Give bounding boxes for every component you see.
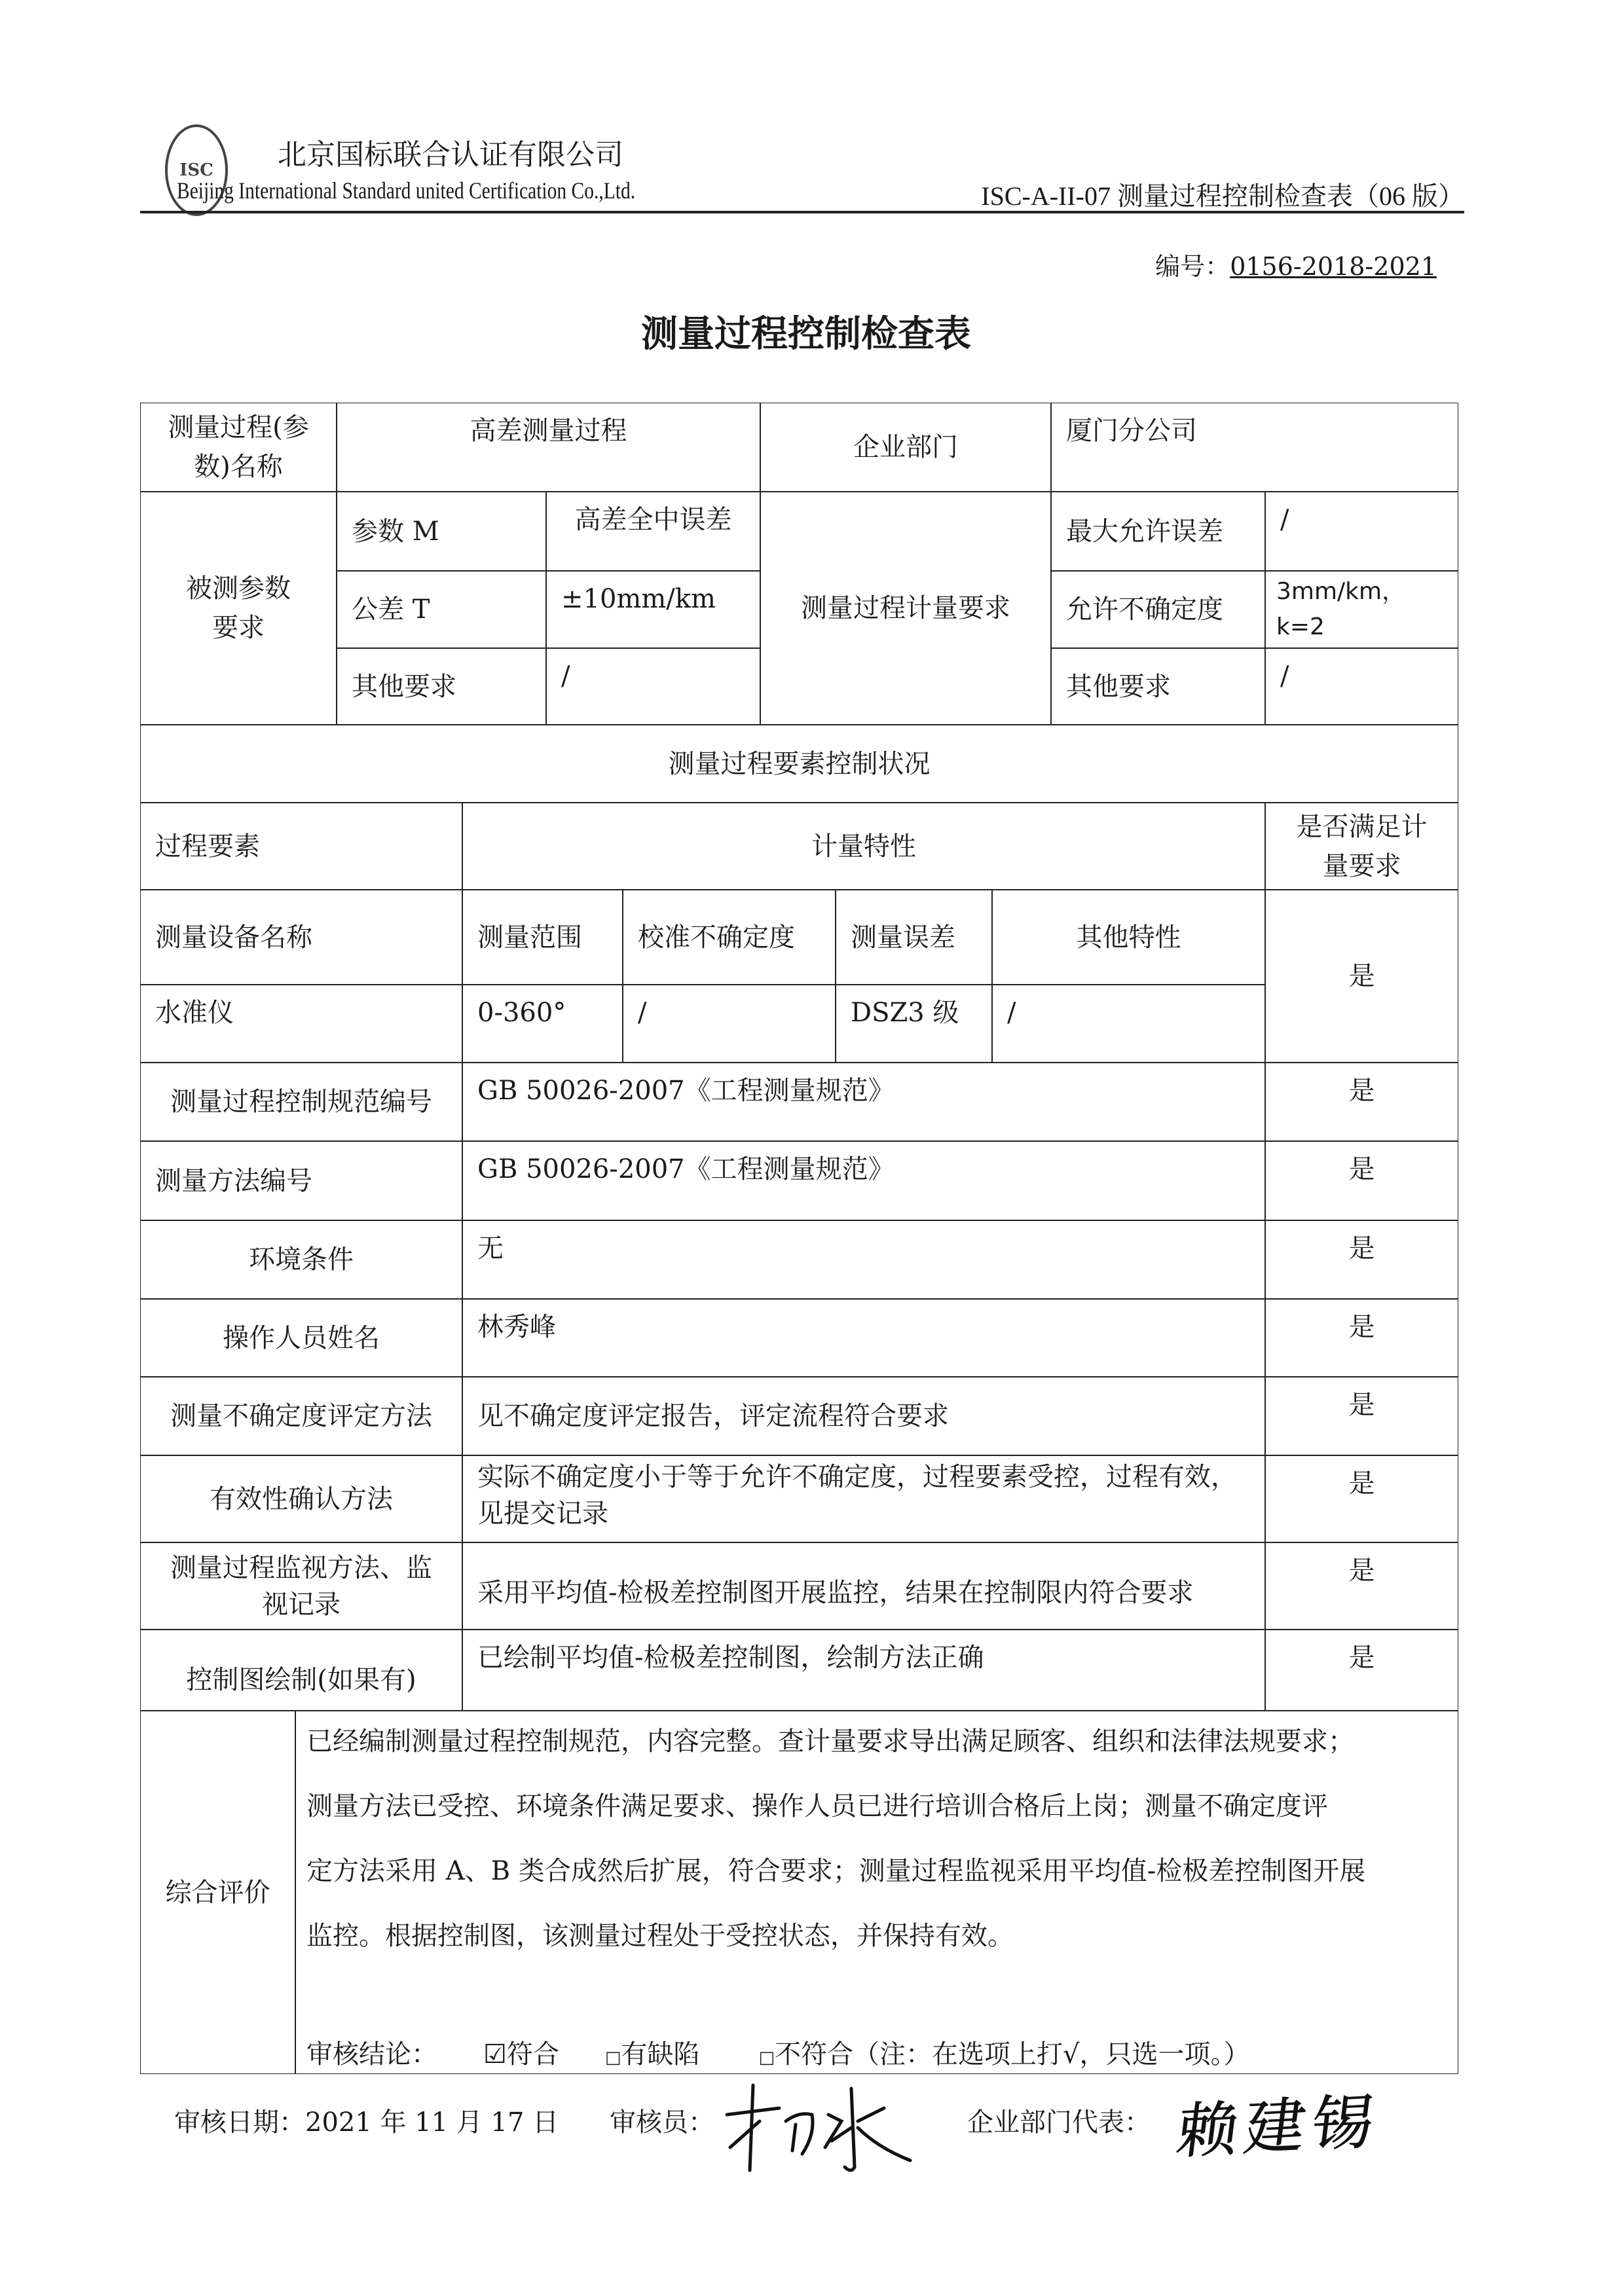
checkbox-icon[interactable]: □	[758, 2048, 775, 2068]
evaluation-line: 测量方法已受控、环境条件满足要求、操作人员已进行培训合格后上岗；测量不确定度评	[306, 1791, 1328, 1821]
metrology-req-label: 测量过程计量要求	[760, 492, 1051, 725]
element-ok: 是	[1265, 1299, 1458, 1377]
element-label: 有效性确认方法	[140, 1455, 462, 1542]
equip-name: 水准仪	[140, 985, 462, 1063]
element-label: 操作人员姓名	[140, 1299, 462, 1377]
option-label: 不符合（注：在选项上打√，只选一项。）	[775, 2039, 1250, 2069]
element-ok: 是	[1265, 1141, 1458, 1220]
element-label: 环境条件	[140, 1220, 462, 1299]
element-value: 无	[462, 1220, 1265, 1299]
equip-header-name: 测量设备名称	[140, 890, 462, 985]
option-defect[interactable]	[605, 2033, 700, 2071]
element-value: 已绘制平均值-检极差控制图，绘制方法正确	[462, 1630, 1265, 1711]
element-ok: 是	[1265, 1377, 1458, 1455]
equip-range: 0-360°	[462, 985, 623, 1063]
element-value: 采用平均值-检极差控制图开展监控，结果在控制限内符合要求	[462, 1542, 1265, 1630]
other-req2-label: 其他要求	[1051, 648, 1265, 725]
option-conform[interactable]	[483, 2033, 559, 2071]
element-label: 测量过程监视方法、监视记录	[140, 1542, 462, 1630]
form-code: ISC-A-II-07 测量过程控制检查表（06 版）	[981, 181, 1464, 211]
param-m-value: 高差全中误差	[546, 492, 760, 571]
date-label: 审核日期：	[174, 2107, 305, 2138]
conclusion-label: 审核结论：	[306, 2039, 437, 2069]
company-name-cn: 北京国标联合认证有限公司	[278, 138, 623, 172]
max-error-value: /	[1265, 492, 1458, 571]
header-divider	[140, 211, 1464, 213]
audit-conclusion	[306, 2033, 1250, 2071]
tolerance-label: 公差 T	[337, 571, 546, 648]
equip-error: DSZ3 级	[836, 985, 992, 1063]
auditor-signature	[720, 2075, 930, 2174]
audit-date	[174, 2102, 559, 2139]
element-value: GB 50026-2007《工程测量规范》	[462, 1063, 1265, 1141]
section-title: 测量过程要素控制状况	[140, 725, 1458, 803]
other-req2-value: /	[1265, 648, 1458, 725]
element-ok: 是	[1265, 1542, 1458, 1630]
col-satisfy-header: 是否满足计量要求	[1265, 803, 1458, 890]
param-m-label: 参数 M	[337, 492, 546, 571]
element-label: 控制图绘制(如果有)	[140, 1630, 462, 1711]
auditor-label: 审核员：	[610, 2107, 714, 2138]
element-ok: 是	[1265, 1220, 1458, 1299]
dept-value: 厦门分公司	[1051, 403, 1458, 492]
process-name-label: 测量过程(参数)名称	[140, 403, 337, 492]
page-title: 测量过程控制检查表	[641, 313, 971, 355]
doc-no-label: 编号：	[1155, 252, 1230, 281]
doc-no-value: 0156-2018-2021	[1230, 252, 1437, 281]
evaluation-line: 已经编制测量过程控制规范，内容完整。查计量要求导出满足顾客、组织和法律法规要求；	[306, 1726, 1354, 1757]
col-element-header: 过程要素	[140, 803, 462, 890]
company-logo: ISC	[165, 124, 228, 216]
allowed-uncert-label: 允许不确定度	[1051, 571, 1265, 648]
element-ok: 是	[1265, 1630, 1458, 1711]
evaluation-label: 综合评价	[140, 1711, 295, 2074]
max-error-label: 最大允许误差	[1051, 492, 1265, 571]
element-label: 测量方法编号	[140, 1141, 462, 1220]
tolerance-value: ±10mm/km	[546, 571, 760, 648]
element-label: 测量不确定度评定方法	[140, 1377, 462, 1455]
element-value: GB 50026-2007《工程测量规范》	[462, 1141, 1265, 1220]
evaluation-line: 监控。根据控制图，该测量过程处于受控状态，并保持有效。	[306, 1921, 1014, 1951]
option-nonconform[interactable]	[758, 2033, 1249, 2071]
element-value: 见不确定度评定报告，评定流程符合要求	[462, 1377, 1265, 1455]
evaluation-line: 定方法采用 A、B 类合成然后扩展，符合要求；测量过程监视采用平均值-检极差控制图开展	[306, 1856, 1366, 1886]
equip-header-error: 测量误差	[836, 890, 992, 985]
measured-param-label: 被测参数要求	[140, 492, 337, 725]
other-req-label: 其他要求	[337, 648, 546, 725]
element-label: 测量过程控制规范编号	[140, 1063, 462, 1141]
equip-satisfy: 是	[1265, 890, 1458, 1063]
equip-header-range: 测量范围	[462, 890, 623, 985]
document-number	[1155, 246, 1437, 282]
other-req-value: /	[546, 648, 760, 725]
date-value: 2021 年 11 月 17 日	[305, 2107, 559, 2138]
dept-label: 企业部门	[760, 403, 1051, 492]
element-value: 林秀峰	[462, 1299, 1265, 1377]
equip-header-other: 其他特性	[992, 890, 1265, 985]
element-value: 实际不确定度小于等于允许不确定度，过程要素受控，过程有效，见提交记录	[462, 1455, 1265, 1542]
company-name-en: Beijing International Standard united Certification Co.,Ltd.	[177, 177, 636, 204]
equip-other: /	[992, 985, 1265, 1063]
element-ok: 是	[1265, 1455, 1458, 1542]
equip-header-calib-uncert: 校准不确定度	[623, 890, 836, 985]
allowed-uncert-value: 3mm/km，k=2	[1265, 571, 1458, 648]
checkbox-checked-icon[interactable]: ☑	[483, 2039, 507, 2069]
checkbox-icon[interactable]: □	[604, 2048, 621, 2068]
equip-calib-uncert: /	[623, 985, 836, 1063]
dept-rep-signature: 赖建锡	[1173, 2086, 1384, 2167]
evaluation-box	[295, 1711, 1458, 2074]
col-metrology-header: 计量特性	[462, 803, 1265, 890]
option-label: 有缺陷	[621, 2039, 700, 2069]
option-label: 符合	[506, 2039, 559, 2069]
process-name-value: 高差测量过程	[337, 403, 760, 492]
element-ok: 是	[1265, 1063, 1458, 1141]
dept-rep-label: 企业部门代表：	[967, 2107, 1151, 2138]
